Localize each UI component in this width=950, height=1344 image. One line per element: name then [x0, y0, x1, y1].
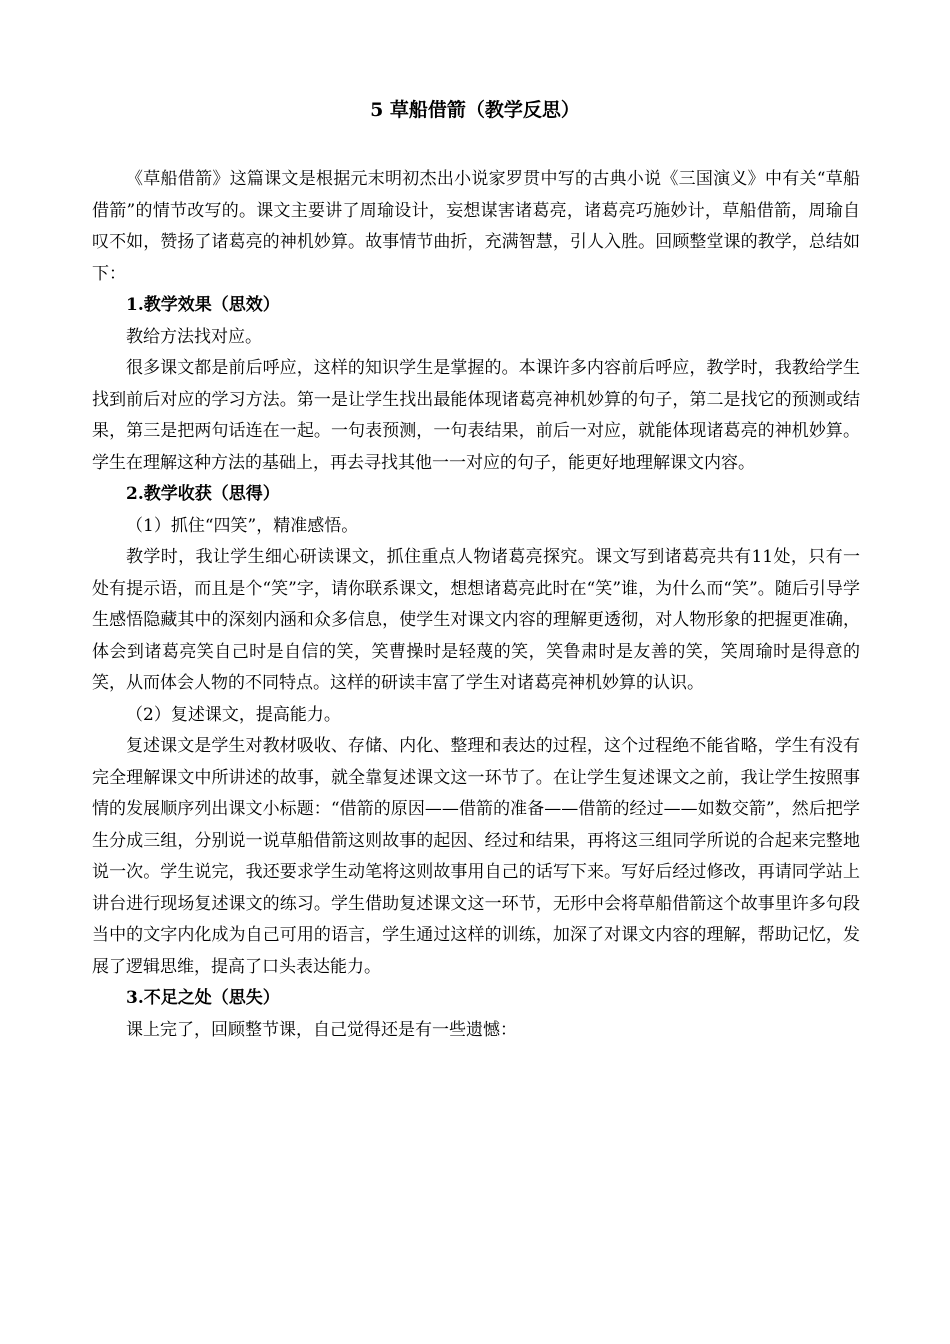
section-3-paragraph: 课上完了，回顾整节课，自己觉得还是有一些遗憾： — [126, 1019, 517, 1040]
section-1-paragraph: 很多课文都是前后呼应，这样的知识学生是掌握的。本课许多内容前后呼应，教学时，我教给学生找到前后对应的学习方法。第一是让学生找出最能体现诸葛亮神机妙算的句子，第二是找它的预测或结果，第三是把两句话连在一起。一句表预测，一句表结果，前后一对应，就能体现诸葛亮的神机妙算。学生在理解这种方法的基础上，再去寻找其他一一对应的句子，能更好地理解课文内容。 — [92, 358, 860, 473]
section-2-paragraph-1: 教学时，我让学生细心研读课文，抓住重点人物诸葛亮探究。课文写到诸葛亮共有11处，只有一处有提示语，而且是个“笑”字，请你联系课文，想想诸葛亮此时在“笑”谁，为什么而“笑”。随后引导学生感悟隐藏其中的深刻内涵和众多信息，使学生对课文内容的理解更透彻，对人物形象的把握更准确，体会到诸葛亮笑自己时是自信的笑，笑曹操时是轻蔑的笑，笑鲁肃时是友善的笑，笑周瑜时是得意的笑，从而体会人物的不同特点。这样的研读丰富了学生对诸葛亮神机妙算的认识。 — [92, 547, 860, 693]
section-heading-3: 3.不足之处（思失） — [126, 988, 280, 1008]
section-2-paragraph-2: 复述课文是学生对教材吸收、存储、内化、整理和表达的过程，这个过程绝不能省略，学生有没有完全理解课文中所讲述的故事，就全靠复述课文这一环节了。在让学生复述课文之前，我让学生按照事情的发展顺序列出课文小标题：“借箭的原因——借箭的准备——借箭的经过——如数交箭”，然后把学生分成三组，分别说一说草船借箭这则故事的起因、经过和结果，再将这三组同学所说的合起来完整地说一次。学生说完，我还要求学生动笔将这则故事用自己的话写下来。写好后经过修改，再请同学站上讲台进行现场复述课文的练习。学生借助复述课文这一环节，无形中会将草船借箭这个故事里许多句段当中的文字内化成为自己可用的语言，学生通过这样的训练，加深了对课文内容的理解，帮助记忆，发展了逻辑思维，提高了口头表达能力。 — [92, 736, 860, 977]
document-body — [92, 164, 860, 1046]
subheading-four-smiles: （1）抓住“四笑”，精准感悟。 — [126, 515, 359, 536]
section-heading-1: 1.教学效果（思效） — [126, 295, 280, 315]
subheading-retelling: （2）复述课文，提高能力。 — [126, 704, 341, 725]
intro-paragraph: 《草船借箭》这篇课文是根据元末明初杰出小说家罗贯中写的古典小说《三国演义》中有关“草船借箭”的情节改写的。课文主要讲了周瑜设计，妄想谋害诸葛亮，诸葛亮巧施妙计，草船借箭，周瑜自叹不如，赞扬了诸葛亮的神机妙算。故事情节曲折，充满智慧，引人入胜。回顾整堂课的教学，总结如下： — [92, 169, 860, 284]
document-title: 5 草船借箭（教学反思） — [370, 99, 580, 121]
subheading-method: 教给方法找对应。 — [126, 326, 262, 347]
section-heading-2: 2.教学收获（思得） — [126, 484, 280, 504]
